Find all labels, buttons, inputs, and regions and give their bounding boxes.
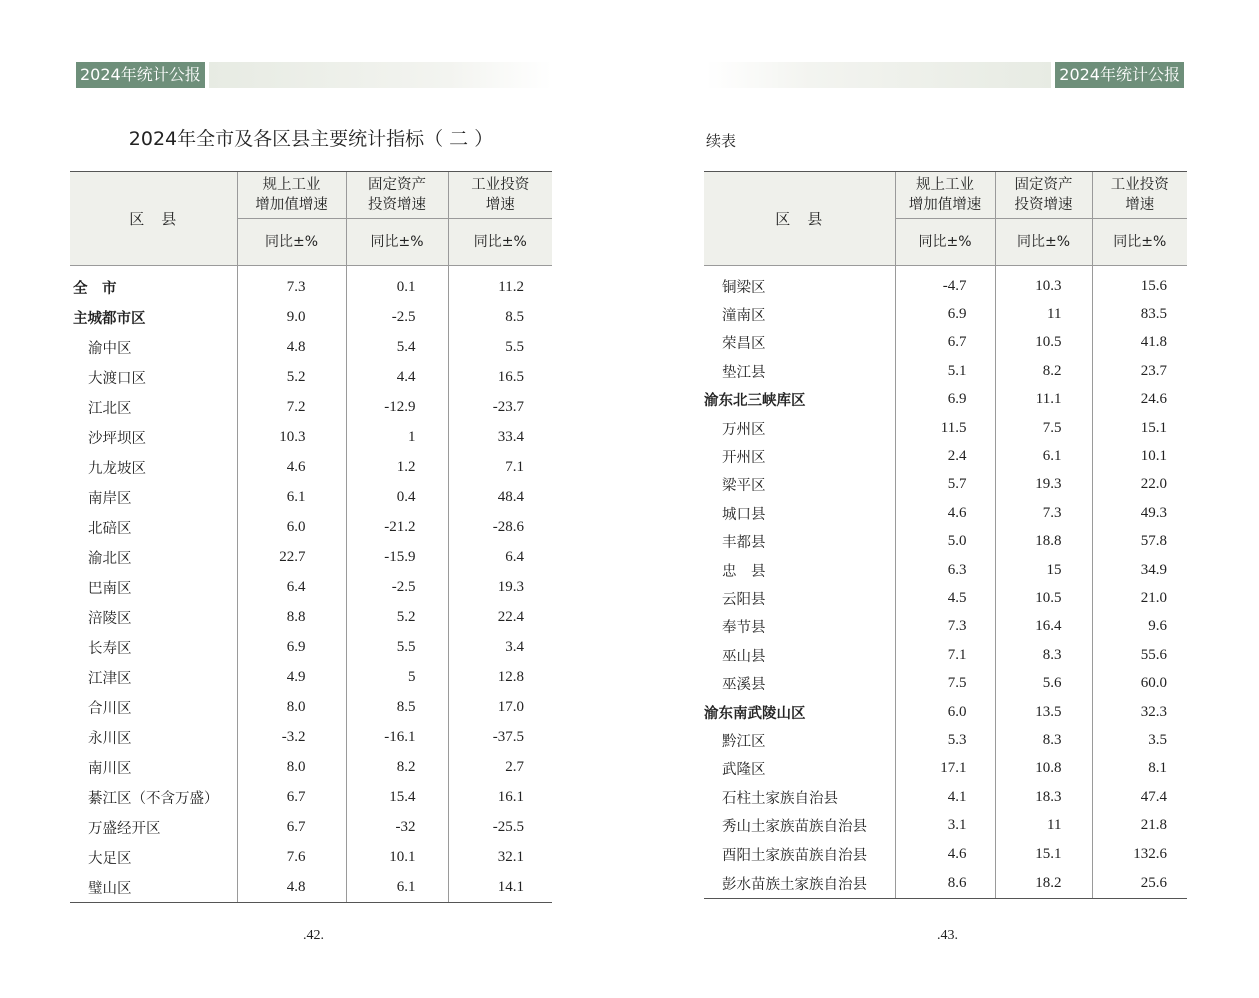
region-name: 彭水苗族土家族自治县 [704,868,895,899]
industrial-investment-growth: -37.5 [448,722,552,752]
statistics-table [704,171,1187,899]
fixed-asset-investment-growth: 10.5 [995,584,1092,612]
table-row [704,528,1187,556]
region-name: 渝东北三峡库区 [704,392,806,410]
table-row [704,556,1187,584]
fixed-asset-investment-growth: 15.4 [346,782,448,812]
fixed-asset-investment-growth: 0.1 [346,266,448,303]
header-region: 区 县 [704,172,895,266]
industrial-investment-growth: 23.7 [1092,357,1187,385]
header-fixed-asset-investment: 固定资产 投资增速 [995,172,1092,219]
region-name: 江北区 [88,400,132,417]
table-row [704,840,1187,868]
table-row [70,722,552,752]
region-name: 大渡口区 [88,370,146,387]
fixed-asset-investment-growth: -12.9 [346,392,448,422]
table-row [704,442,1187,470]
industrial-value-added-growth: 5.7 [895,471,995,499]
industrial-value-added-growth: 17.1 [895,755,995,783]
region-name: 大足区 [88,850,132,867]
region-name: 沙坪坝区 [88,430,146,447]
fixed-asset-investment-growth: 11.1 [995,386,1092,414]
industrial-investment-growth: 8.1 [1092,755,1187,783]
industrial-value-added-growth: 6.0 [237,512,346,542]
table-row [704,329,1187,357]
table-row [70,302,552,332]
fixed-asset-investment-growth: 8.5 [346,692,448,722]
region-name: 梁平区 [722,478,766,495]
table-row [704,811,1187,839]
industrial-value-added-growth: -4.7 [895,266,995,301]
industrial-value-added-growth: 4.9 [237,662,346,692]
region-name: 秀山土家族苗族自治县 [722,819,867,836]
fixed-asset-investment-growth: 16.4 [995,613,1092,641]
table-row [70,782,552,812]
region-name: 巴南区 [88,580,132,597]
region-name: 南岸区 [88,490,132,507]
industrial-investment-growth: -25.5 [448,812,552,842]
region-name: 南川区 [88,760,132,777]
fixed-asset-investment-growth: 1.2 [346,452,448,482]
region-name: 九龙坡区 [88,460,146,477]
table-row [70,422,552,452]
fixed-asset-investment-growth: -15.9 [346,542,448,572]
region-name: 荣昌区 [722,336,766,353]
region-name: 涪陵区 [88,610,132,627]
table-row [70,752,552,782]
fixed-asset-investment-growth: 5.6 [995,669,1092,697]
table-row [704,266,1187,301]
header-industrial-investment: 工业投资 增速 [1092,172,1187,219]
industrial-investment-growth: 48.4 [448,482,552,512]
industrial-investment-growth: 8.5 [448,302,552,332]
industrial-investment-growth: 6.4 [448,542,552,572]
industrial-investment-growth: 9.6 [1092,613,1187,641]
industrial-value-added-growth: 6.1 [237,482,346,512]
table-row [704,584,1187,612]
table-row [70,692,552,722]
industrial-value-added-growth: 5.0 [895,528,995,556]
industrial-investment-growth: -23.7 [448,392,552,422]
header-decoration [209,62,552,88]
fixed-asset-investment-growth: 10.3 [995,266,1092,301]
industrial-investment-growth: 47.4 [1092,783,1187,811]
region-name: 云阳县 [722,591,766,608]
industrial-investment-growth: 60.0 [1092,669,1187,697]
industrial-value-added-growth: 7.6 [237,842,346,872]
industrial-value-added-growth: 4.6 [895,499,995,527]
table-row [70,632,552,662]
table-title: 2024年全市及各区县主要统计指标（ 二 ） [128,128,494,150]
header-unit: 同比±% [995,219,1092,266]
industrial-investment-growth: 15.1 [1092,414,1187,442]
fixed-asset-investment-growth: 4.4 [346,362,448,392]
industrial-investment-growth: 34.9 [1092,556,1187,584]
industrial-value-added-growth: 4.8 [237,872,346,903]
industrial-investment-growth: 11.2 [448,266,552,303]
industrial-value-added-growth: 6.7 [237,812,346,842]
left-page [0,0,620,998]
fixed-asset-investment-growth: 5.4 [346,332,448,362]
industrial-value-added-growth: 7.2 [237,392,346,422]
industrial-value-added-growth: 6.7 [237,782,346,812]
table-body [704,266,1187,899]
fixed-asset-investment-growth: -2.5 [346,302,448,332]
industrial-value-added-growth: 6.0 [895,698,995,726]
region-name: 铜梁区 [722,279,766,296]
header-decoration [706,62,1051,88]
industrial-value-added-growth: 6.9 [895,300,995,328]
industrial-value-added-growth: 6.9 [895,386,995,414]
region-name: 合川区 [88,700,132,717]
industrial-investment-growth: 22.0 [1092,471,1187,499]
industrial-investment-growth: 21.0 [1092,584,1187,612]
region-name: 綦江区（不含万盛） [88,790,219,807]
header-unit: 同比±% [346,219,448,266]
table-row [704,386,1187,414]
region-name: 酉阳土家族苗族自治县 [722,847,867,864]
header-band [706,62,1184,88]
table-row [704,471,1187,499]
region-name: 渝北区 [88,550,132,567]
header-industrial-value-added: 规上工业 增加值增速 [895,172,995,219]
table-row [704,414,1187,442]
region-name: 城口县 [722,506,766,523]
industrial-investment-growth: 19.3 [448,572,552,602]
industrial-investment-growth: 32.1 [448,842,552,872]
industrial-value-added-growth: 22.7 [237,542,346,572]
table-row [70,542,552,572]
fixed-asset-investment-growth: 18.2 [995,868,1092,899]
region-name: 永川区 [88,730,132,747]
industrial-investment-growth: 7.1 [448,452,552,482]
industrial-value-added-growth: 5.3 [895,726,995,754]
industrial-value-added-growth: 5.1 [895,357,995,385]
fixed-asset-investment-growth: 10.5 [995,329,1092,357]
industrial-value-added-growth: 6.3 [895,556,995,584]
industrial-investment-growth: 5.5 [448,332,552,362]
fixed-asset-investment-growth: 1 [346,422,448,452]
industrial-investment-growth: 57.8 [1092,528,1187,556]
table-row [704,755,1187,783]
table-row [70,662,552,692]
industrial-investment-growth: 83.5 [1092,300,1187,328]
table-row [704,669,1187,697]
fixed-asset-investment-growth: 5.2 [346,602,448,632]
fixed-asset-investment-growth: -2.5 [346,572,448,602]
industrial-value-added-growth: 8.8 [237,602,346,632]
header-unit: 同比±% [448,219,552,266]
table-row [70,332,552,362]
industrial-investment-growth: 33.4 [448,422,552,452]
table-row [704,726,1187,754]
header-region: 区 县 [70,172,237,266]
report-tag: 2024年统计公报 [76,62,205,88]
fixed-asset-investment-growth: 19.3 [995,471,1092,499]
fixed-asset-investment-growth: 11 [995,811,1092,839]
fixed-asset-investment-growth: 13.5 [995,698,1092,726]
industrial-investment-growth: 16.1 [448,782,552,812]
header-band [76,62,552,88]
fixed-asset-investment-growth: 6.1 [346,872,448,903]
table-row [70,482,552,512]
table-row [70,572,552,602]
industrial-value-added-growth: 4.6 [895,840,995,868]
page-number: .42. [303,928,324,943]
industrial-investment-growth: 16.5 [448,362,552,392]
region-name: 忠 县 [722,563,766,580]
table-row [704,641,1187,669]
industrial-value-added-growth: 7.3 [237,266,346,303]
table-row [704,613,1187,641]
industrial-investment-growth: 49.3 [1092,499,1187,527]
table-row [704,300,1187,328]
industrial-value-added-growth: 7.5 [895,669,995,697]
industrial-value-added-growth: 5.2 [237,362,346,392]
fixed-asset-investment-growth: 10.1 [346,842,448,872]
fixed-asset-investment-growth: 6.1 [995,442,1092,470]
industrial-investment-growth: 24.6 [1092,386,1187,414]
industrial-investment-growth: 55.6 [1092,641,1187,669]
industrial-investment-growth: 2.7 [448,752,552,782]
industrial-value-added-growth: 6.4 [237,572,346,602]
industrial-value-added-growth: 11.5 [895,414,995,442]
industrial-value-added-growth: 7.3 [895,613,995,641]
table-row [70,452,552,482]
fixed-asset-investment-growth: 7.3 [995,499,1092,527]
header-industrial-investment: 工业投资 增速 [448,172,552,219]
region-name: 万州区 [722,421,766,438]
industrial-value-added-growth: 9.0 [237,302,346,332]
table-row [704,698,1187,726]
table-row [704,499,1187,527]
fixed-asset-investment-growth: 5.5 [346,632,448,662]
industrial-investment-growth: 25.6 [1092,868,1187,899]
table-row [70,812,552,842]
table-row [704,357,1187,385]
fixed-asset-investment-growth: 11 [995,300,1092,328]
region-name: 奉节县 [722,620,766,637]
table-row [70,602,552,632]
industrial-value-added-growth: 3.1 [895,811,995,839]
fixed-asset-investment-growth: -21.2 [346,512,448,542]
industrial-investment-growth: 32.3 [1092,698,1187,726]
industrial-investment-growth: 3.5 [1092,726,1187,754]
industrial-value-added-growth: 4.1 [895,783,995,811]
region-name: 丰都县 [722,535,766,552]
table-row [704,868,1187,899]
table-body [70,266,552,903]
industrial-investment-growth: -28.6 [448,512,552,542]
header-unit: 同比±% [895,219,995,266]
table-row [70,266,552,303]
table-row [70,872,552,903]
header-industrial-value-added: 规上工业 增加值增速 [237,172,346,219]
region-name: 全 市 [73,279,117,297]
header-unit: 同比±% [1092,219,1187,266]
region-name: 渝东南武陵山区 [704,704,806,722]
region-name: 武隆区 [722,762,766,779]
fixed-asset-investment-growth: 18.3 [995,783,1092,811]
fixed-asset-investment-growth: 8.3 [995,641,1092,669]
industrial-investment-growth: 3.4 [448,632,552,662]
report-tag: 2024年统计公报 [1055,62,1184,88]
region-name: 渝中区 [88,340,132,357]
fixed-asset-investment-growth: -32 [346,812,448,842]
industrial-value-added-growth: 7.1 [895,641,995,669]
industrial-value-added-growth: 10.3 [237,422,346,452]
industrial-value-added-growth: 4.5 [895,584,995,612]
table-row [70,842,552,872]
fixed-asset-investment-growth: -16.1 [346,722,448,752]
industrial-value-added-growth: 4.8 [237,332,346,362]
fixed-asset-investment-growth: 10.8 [995,755,1092,783]
industrial-investment-growth: 14.1 [448,872,552,903]
header-fixed-asset-investment: 固定资产 投资增速 [346,172,448,219]
region-name: 巫山县 [722,648,766,665]
table-row [70,392,552,422]
industrial-value-added-growth: -3.2 [237,722,346,752]
industrial-investment-growth: 17.0 [448,692,552,722]
industrial-value-added-growth: 8.0 [237,752,346,782]
industrial-value-added-growth: 4.6 [237,452,346,482]
industrial-investment-growth: 132.6 [1092,840,1187,868]
region-name: 璧山区 [70,872,237,903]
region-name: 长寿区 [88,640,132,657]
fixed-asset-investment-growth: 15.1 [995,840,1092,868]
fixed-asset-investment-growth: 8.2 [995,357,1092,385]
industrial-investment-growth: 15.6 [1092,266,1187,301]
region-name: 万盛经开区 [88,820,161,837]
fixed-asset-investment-growth: 0.4 [346,482,448,512]
industrial-value-added-growth: 8.6 [895,868,995,899]
industrial-investment-growth: 41.8 [1092,329,1187,357]
table-row [70,362,552,392]
statistics-table [70,171,552,903]
right-page [630,0,1250,998]
region-name: 巫溪县 [722,677,766,694]
fixed-asset-investment-growth: 7.5 [995,414,1092,442]
region-name: 主城都市区 [73,309,146,327]
region-name: 江津区 [88,670,132,687]
industrial-investment-growth: 22.4 [448,602,552,632]
industrial-value-added-growth: 6.9 [237,632,346,662]
industrial-investment-growth: 12.8 [448,662,552,692]
fixed-asset-investment-growth: 15 [995,556,1092,584]
industrial-value-added-growth: 8.0 [237,692,346,722]
region-name: 潼南区 [722,308,766,325]
region-name: 开州区 [722,450,766,467]
fixed-asset-investment-growth: 8.2 [346,752,448,782]
page-number: .43. [937,928,958,943]
fixed-asset-investment-growth: 8.3 [995,726,1092,754]
industrial-investment-growth: 21.8 [1092,811,1187,839]
table-row [70,512,552,542]
region-name: 北碚区 [88,520,132,537]
fixed-asset-investment-growth: 18.8 [995,528,1092,556]
header-unit: 同比±% [237,219,346,266]
industrial-value-added-growth: 2.4 [895,442,995,470]
table-row [704,783,1187,811]
continued-label: 续表 [706,132,737,150]
region-name: 黔江区 [722,733,766,750]
fixed-asset-investment-growth: 5 [346,662,448,692]
region-name: 石柱土家族自治县 [722,790,838,807]
region-name: 垫江县 [722,364,766,381]
industrial-value-added-growth: 6.7 [895,329,995,357]
industrial-investment-growth: 10.1 [1092,442,1187,470]
